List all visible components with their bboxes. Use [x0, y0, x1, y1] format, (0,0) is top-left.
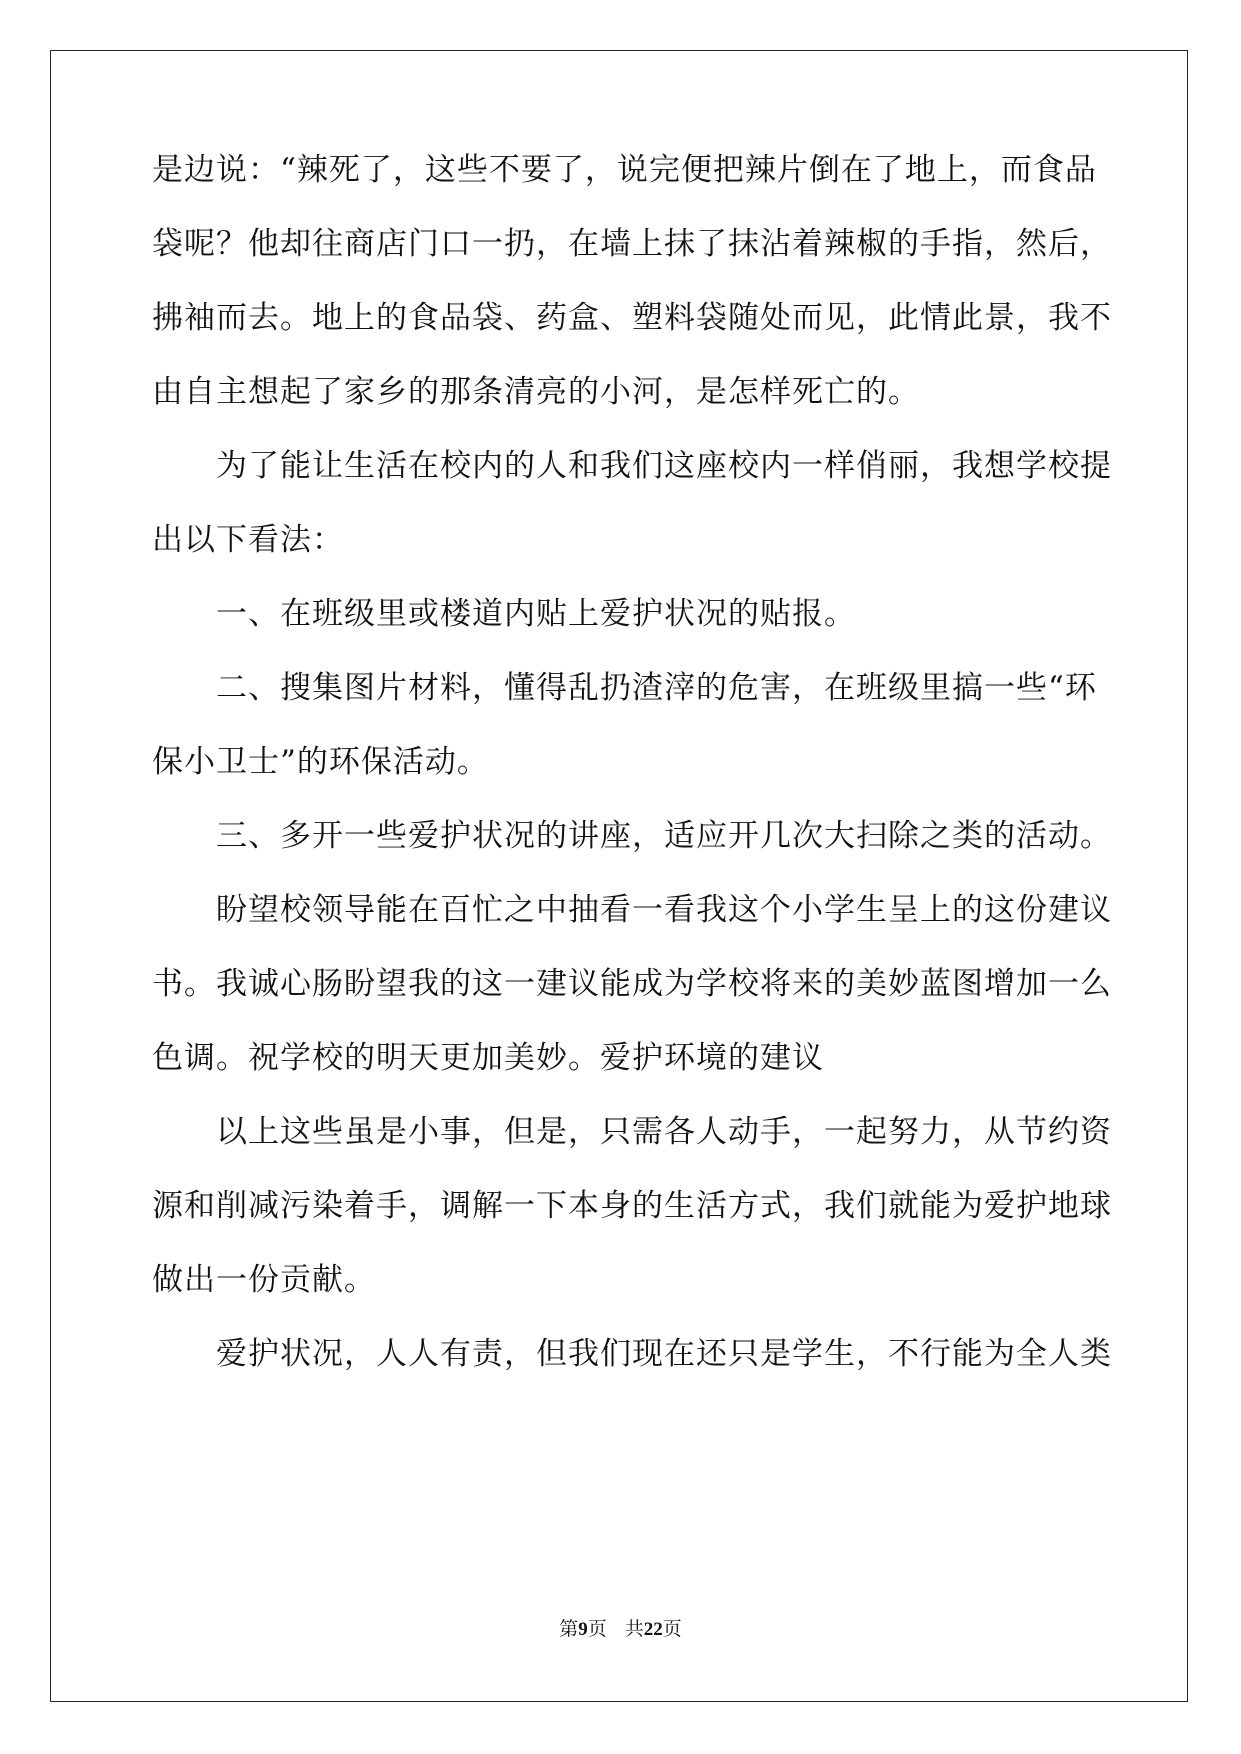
text-line-7: 一、在班级里或楼道内贴上爱护状况的贴报。 — [152, 596, 856, 632]
total-pages: 22 — [643, 1619, 663, 1640]
page-footer — [0, 1617, 1241, 1642]
text-line-8: 二、搜集图片材料，懂得乱扔渣滓的危害，在班级里搞一些“环 — [152, 670, 1097, 706]
text-line-15: 源和削减污染着手，调解一下本身的生活方式，我们就能为爱护地球 — [152, 1188, 1112, 1224]
text-line-11: 盼望校领导能在百忙之中抽看一看我这个小学生呈上的这份建议 — [152, 892, 1112, 928]
text-line-9: 保小卫士”的环保活动。 — [152, 744, 489, 780]
text-line-4: 由自主想起了家乡的那条清亮的小河，是怎样死亡的。 — [152, 374, 920, 410]
total-suffix: 页 — [662, 1618, 682, 1640]
page-suffix: 页 — [587, 1618, 607, 1640]
text-line-5: 为了能让生活在校内的人和我们这座校内一样俏丽，我想学校提 — [152, 448, 1112, 484]
text-line-6: 出以下看法： — [152, 522, 344, 558]
text-line-14: 以上这些虽是小事，但是，只需各人动手，一起努力，从节约资 — [152, 1114, 1112, 1150]
text-line-2: 袋呢？他却往商店门口一扔，在墙上抹了抹沾着辣椒的手指，然后， — [152, 226, 1112, 262]
text-line-10: 三、多开一些爱护状况的讲座，适应开几次大扫除之类的活动。 — [152, 818, 1112, 854]
page-number: 9 — [578, 1619, 588, 1640]
page-prefix: 第 — [559, 1618, 579, 1640]
text-line-17: 爱护状况，人人有责，但我们现在还只是学生，不行能为全人类 — [152, 1336, 1112, 1372]
text-line-12: 书。我诚心肠盼望我的这一建议能成为学校将来的美妙蓝图增加一么 — [152, 966, 1112, 1002]
total-prefix: 共 — [624, 1618, 644, 1640]
text-line-3: 拂袖而去。地上的食品袋、药盒、塑料袋随处而见，此情此景，我不 — [152, 300, 1112, 336]
text-line-13: 色调。祝学校的明天更加美妙。爱护环境的建议 — [152, 1040, 824, 1076]
text-line-1: 是边说：“辣死了，这些不要了，说完便把辣片倒在了地上，而食品 — [152, 152, 1097, 188]
text-line-16: 做出一份贡献。 — [152, 1262, 376, 1298]
